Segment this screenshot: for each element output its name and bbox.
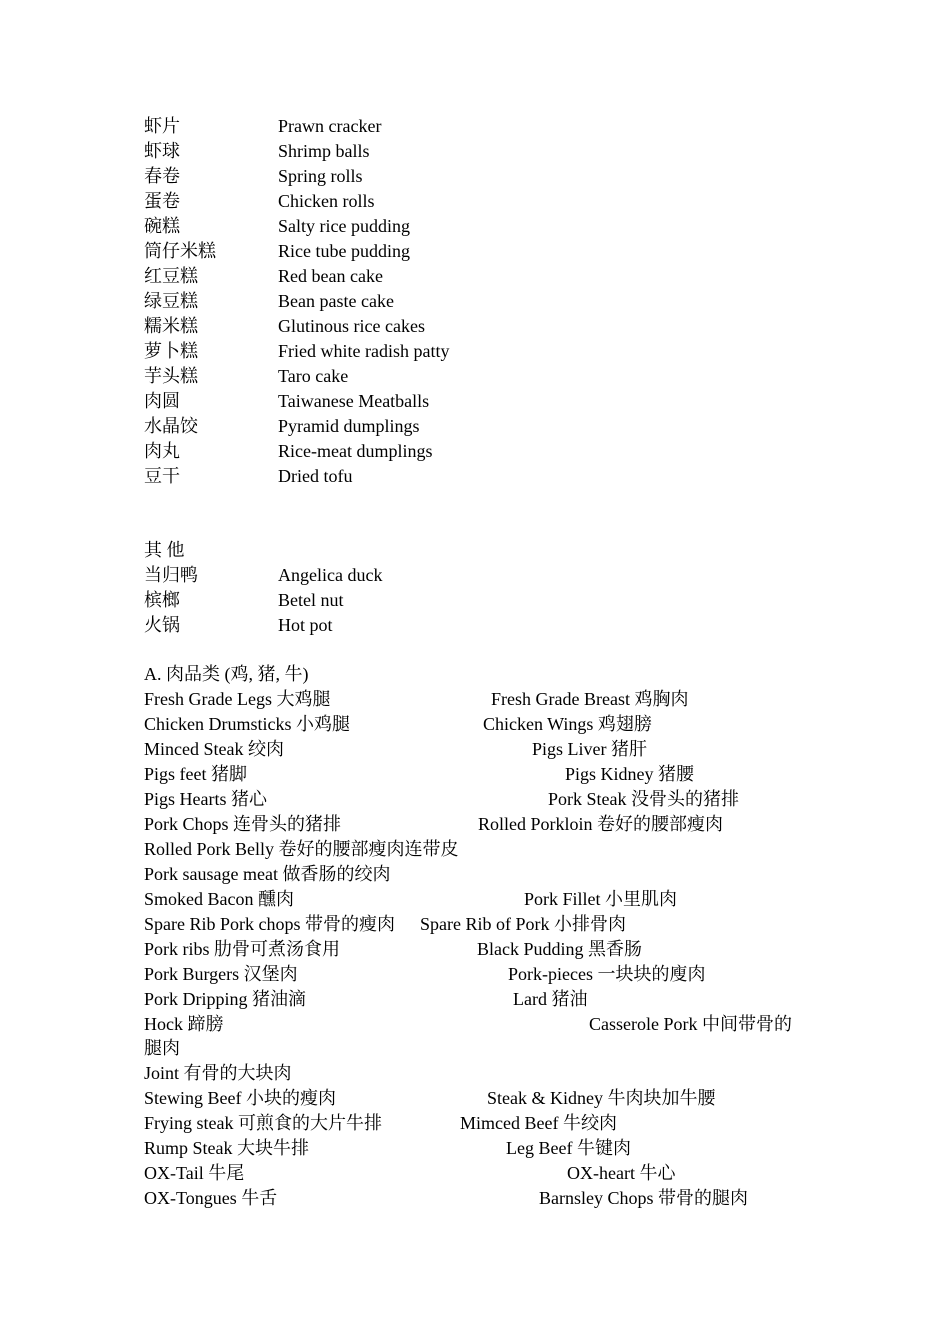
meat-item-right: Fresh Grade Breast 鸡胸肉 (491, 689, 689, 709)
item-zh: 筒仔米糕 (144, 241, 216, 261)
meat-item-right: Pork-pieces 一块块的廋肉 (508, 964, 706, 984)
item-zh: 肉丸 (144, 441, 180, 461)
item-en: Angelica duck (278, 565, 383, 585)
meat-item-left: Spare Rib Pork chops 带骨的瘦肉 (144, 914, 395, 934)
meat-item-left: Hock 蹄膀 (144, 1014, 224, 1034)
meat-item-right: Spare Rib of Pork 小排骨肉 (420, 914, 626, 934)
meat-item-left: Fresh Grade Legs 大鸡腿 (144, 689, 331, 709)
meat-item-right: Pork Steak 没骨头的猪排 (548, 789, 739, 809)
meat-item-right: OX-heart 牛心 (567, 1163, 676, 1183)
meat-item-right: Barnsley Chops 带骨的腿肉 (539, 1188, 748, 1208)
meat-item-right: Rolled Porkloin 卷好的腰部瘦肉 (478, 814, 724, 834)
meat-item-right: Pigs Kidney 猪腰 (565, 764, 695, 784)
item-zh: 虾球 (144, 141, 180, 161)
item-en: Salty rice pudding (278, 216, 410, 236)
item-zh: 碗糕 (144, 216, 180, 236)
item-en: Rice-meat dumplings (278, 441, 433, 461)
meat-item-left: Rolled Pork Belly 卷好的腰部瘦肉连带皮 (144, 839, 459, 859)
item-en: Taiwanese Meatballs (278, 391, 430, 411)
item-zh: 萝卜糕 (144, 341, 198, 361)
item-en: Chicken rolls (278, 191, 375, 211)
meat-item-right: Chicken Wings 鸡翅膀 (483, 714, 652, 734)
item-en: Glutinous rice cakes (278, 316, 425, 336)
meat-item-left: Stewing Beef 小块的瘦肉 (144, 1088, 336, 1108)
meat-item-left: Joint 有骨的大块肉 (144, 1063, 292, 1083)
meat-item-right: Steak & Kidney 牛肉块加牛腰 (487, 1088, 716, 1108)
item-zh: 当归鸭 (144, 565, 198, 585)
item-en: Bean paste cake (278, 291, 394, 311)
item-en: Shrimp balls (278, 141, 370, 161)
item-zh: 芋头糕 (144, 366, 198, 386)
meat-item-right: Leg Beef 牛键肉 (506, 1138, 631, 1158)
item-zh: 豆干 (144, 466, 180, 486)
meat-item-left: Frying steak 可煎食的大片牛排 (144, 1113, 382, 1133)
item-zh: 虾片 (144, 116, 180, 136)
meat-item-left: 腿肉 (144, 1038, 180, 1058)
item-en: Pyramid dumplings (278, 416, 420, 436)
meat-item-left: Pigs feet 猪脚 (144, 764, 247, 784)
meat-item-left: Pork Chops 连骨头的猪排 (144, 814, 342, 834)
meat-item-left: Pork ribs 肋骨可煮汤食用 (144, 939, 341, 959)
meat-item-right: Black Pudding 黑香肠 (477, 939, 642, 959)
item-zh: 火锅 (144, 615, 180, 635)
item-en: Spring rolls (278, 166, 363, 186)
meat-item-right: Pork Fillet 小里肌肉 (524, 889, 678, 909)
meat-item-left: Pork Burgers 汉堡肉 (144, 964, 298, 984)
item-en: Red bean cake (278, 266, 383, 286)
section-heading-other: 其 他 (144, 540, 185, 560)
item-zh: 蛋卷 (144, 191, 180, 211)
item-zh: 绿豆糕 (144, 291, 198, 311)
item-en: Taro cake (278, 366, 349, 386)
meat-item-left: Pork Dripping 猪油滴 (144, 989, 306, 1009)
meat-item-left: Minced Steak 绞肉 (144, 739, 284, 759)
meat-item-left: Pigs Hearts 猪心 (144, 789, 267, 809)
item-zh: 糯米糕 (144, 316, 198, 336)
item-en: Hot pot (278, 615, 333, 635)
meat-item-left: Pork sausage meat 做香肠的绞肉 (144, 864, 391, 884)
item-en: Rice tube pudding (278, 241, 410, 261)
item-zh: 红豆糕 (144, 266, 198, 286)
meat-item-left: OX-Tail 牛尾 (144, 1163, 245, 1183)
item-en: Betel nut (278, 590, 344, 610)
meat-item-right: Mimced Beef 牛绞肉 (460, 1113, 617, 1133)
item-zh: 肉圆 (144, 391, 180, 411)
item-en: Fried white radish patty (278, 341, 450, 361)
item-zh: 春卷 (144, 166, 180, 186)
item-en: Dried tofu (278, 466, 353, 486)
meat-item-right: Pigs Liver 猪肝 (532, 739, 647, 759)
item-en: Prawn cracker (278, 116, 382, 136)
item-zh: 水晶饺 (144, 416, 198, 436)
meat-item-right: Casserole Pork 中间带骨的 (589, 1014, 792, 1034)
item-zh: 槟榔 (144, 590, 180, 610)
meat-item-left: OX-Tongues 牛舌 (144, 1188, 278, 1208)
meat-item-left: Smoked Bacon 醺肉 (144, 889, 294, 909)
meat-item-left: Chicken Drumsticks 小鸡腿 (144, 714, 350, 734)
meat-item-right: Lard 猪油 (513, 989, 588, 1009)
meat-item-left: Rump Steak 大块牛排 (144, 1138, 309, 1158)
section-heading-meat: A. 肉品类 (鸡, 猪, 牛) (144, 664, 309, 684)
